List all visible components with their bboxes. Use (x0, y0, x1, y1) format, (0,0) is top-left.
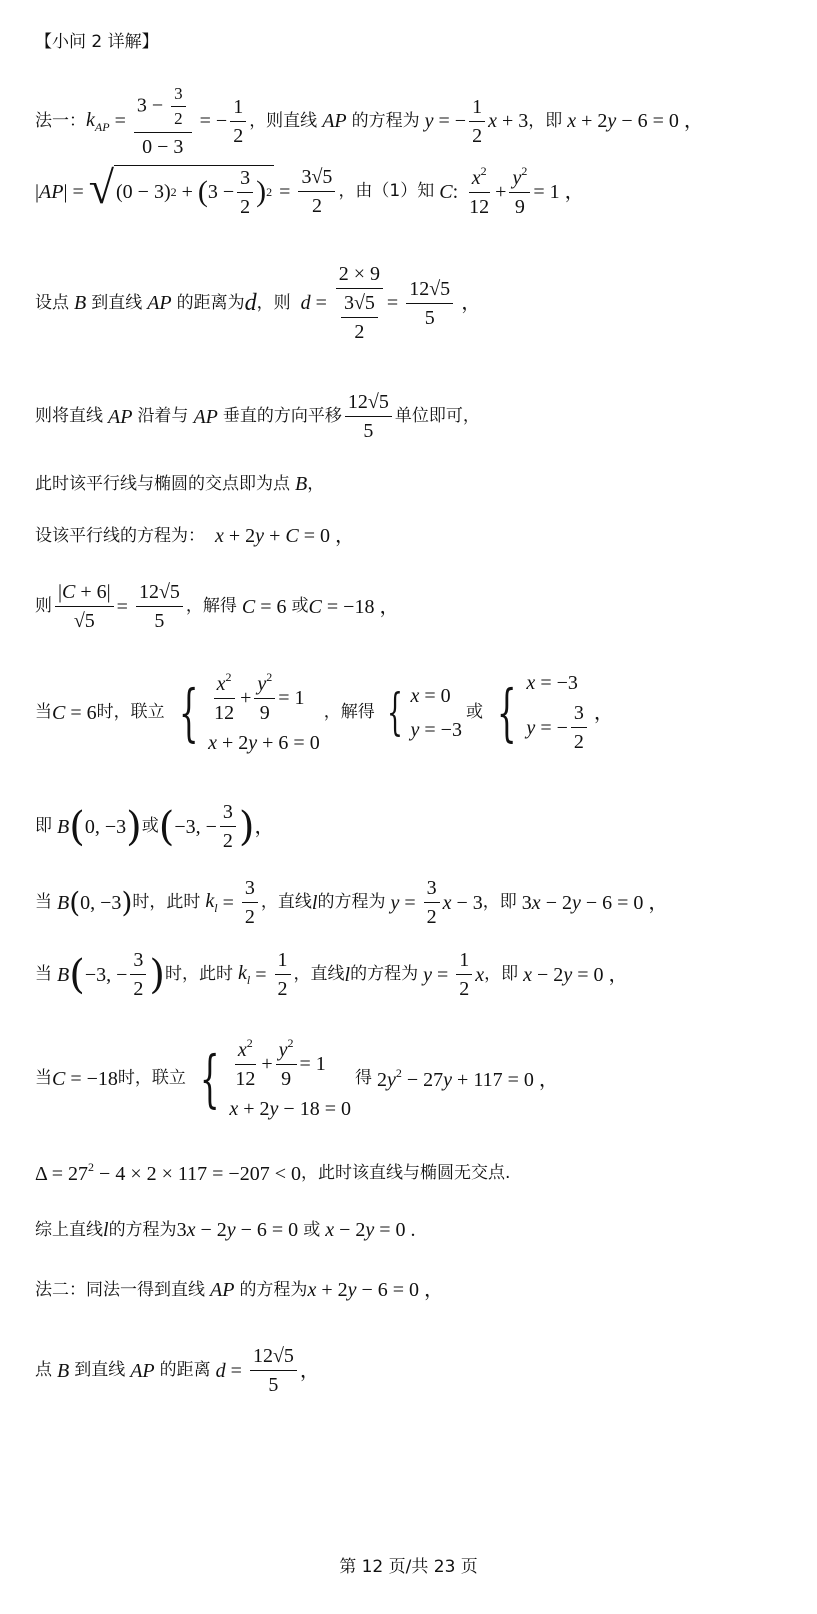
eq-parallel-line: 设该平行线的方程为： x + 2y + C = 0 ， (35, 525, 355, 547)
eq-shift-line: 则将直线 AP 沿着与 AP 垂直的方向平移 $\frac{12√5}{5}$ 单位即可， (35, 391, 480, 442)
eq-line-l-case1: 当 B ( 0, −3 ) 时，此时 $k_l$ = $\frac{3}{2}$ ，直线 l 的方程为 y = $\frac{3}{2}$ x − 3 ，即 3x − 2y − 6 = 0 ， (35, 877, 669, 928)
eq-ap-length: |AP| = √ (0 − 3) 2 + ( 3 − $\frac{3}{2}$ ) 2 = $\frac{3√5}{2}$ ，由（1）知 C : $\frac{x^2}{12}$ + $\frac{y^2}{9}$ = 1 ， (35, 161, 585, 218)
eq-distance-b: 设点 B 到直线 AP 的距离为 d ，则 d = $\frac{2 \times 9}{\frac{3√5}{2}}$ = $\frac{12√5}{5}$ ， (35, 263, 482, 343)
eq-slope-ap: 法一： $k_{AP}$ = 3 − $\frac{3}{2}$ 0 − 3 = − $\frac{1}{2}$ ，则直线 AP 的方程为 y = − $\frac{1}{2}$ x + 3 ，即 x + 2y − 6 = 0 ， (35, 84, 704, 158)
section-header: 【小问 2 详解】 (35, 32, 159, 52)
eq-system-c6: 当 C = 6 时，联立 { $\frac{x^2}{12}$ + $\frac{y^2}{9}$ = 1 x + 2y + 6 = 0 ，解得 { x = 0 y = −3 或 { x = −3 y = − $\frac{3}{2}$ ， (35, 670, 614, 754)
eq-discriminant: $\Delta = 27^2 - 4 \times 2 \times 117 = -207 < 0$ ，此时该直线与椭圆无交点. (35, 1160, 511, 1185)
method2-line1: 法二：同法一得到直线 AP 的方程为 x + 2y − 6 = 0 ， (35, 1279, 445, 1301)
text-intersection: 此时该平行线与椭圆的交点即为点 B ， (35, 473, 325, 495)
method2-line2: 点 B 到直线 AP 的距离 d = $\frac{12√5}{5}$ ， (35, 1345, 320, 1396)
eq-conclusion: 综上直线 l 的方程为 3x − 2y − 6 = 0 或 x − 2y = 0 . (35, 1219, 416, 1241)
eq-system-c-18: 当 C = −18 时，联立 { $\frac{x^2}{12}$ + $\frac{y^2}{9}$ = 1 x + 2y − 18 = 0 得 $2y^2 - 27y + 117 = 0$ ， (35, 1036, 559, 1120)
page-footer: 第 12 页/共 23 页 (339, 1557, 478, 1577)
eq-line-l-case2: 当 B ( −3, − $\frac{3}{2}$ ) 时，此时 $k_l$ = $\frac{1}{2}$ ，直线 l 的方程为 y = $\frac{1}{2}$ x ，即 x − 2y = 0 ， (35, 949, 629, 1000)
eq-solve-c: 则 $\frac{|C + 6|}{√5}$ = $\frac{12√5}{5}$ ，解得 C = 6 或 C = −18 ， (35, 581, 400, 632)
eq-points-b: 即 B ( 0, −3 ) 或 ( −3, − $\frac{3}{2}$ ) ， (35, 801, 275, 852)
